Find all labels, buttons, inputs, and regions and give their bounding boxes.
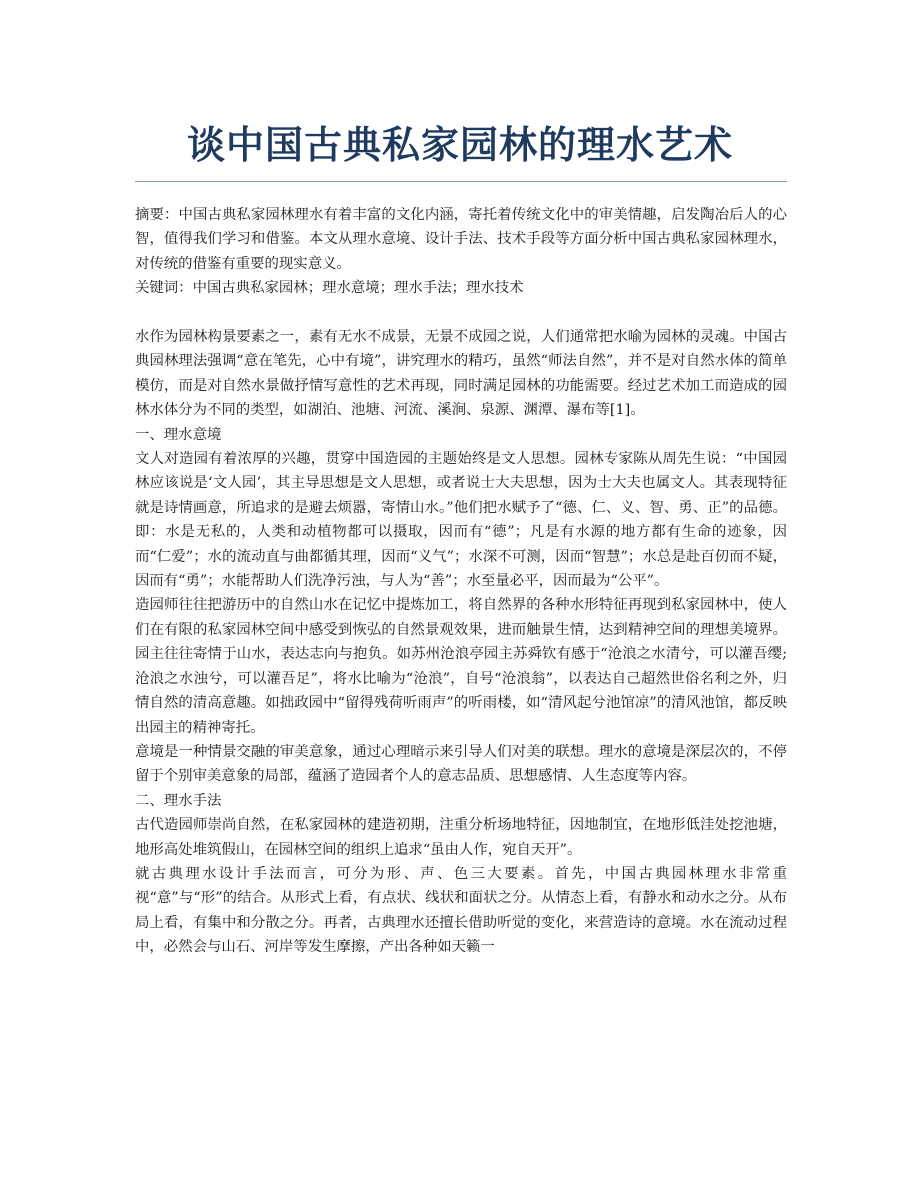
section2-paragraph-2: 就古典理水设计手法而言，可分为形、声、色三大要素。首先，中国古典园林理水非常重视“意”与“形”的结合。从形式上看，有点状、线状和面状之分。从情态上看，有静水和动水之分。从布局上看，有集中和分散之分。再者，古典理水还擅长借助听觉的变化，来营造诗的意境。水在流动过程中，必然会与山石、河岸等发生摩擦，产出各种如天籁一 xyxy=(135,865,787,956)
section1-paragraph-3: 意境是一种情景交融的审美意象，通过心理暗示来引导人们对美的联想。理水的意境是深层次的，不停留于个别审美意象的局部，蕴涵了造园者个人的意志品质、思想感情、人生态度等内容。 xyxy=(135,743,787,785)
section-heading-1: 一、理水意境 xyxy=(135,426,222,443)
keywords-paragraph: 关键词：中国古典私家园林；理水意境；理水手法；理水技术 xyxy=(135,280,524,297)
page-title: 谈中国古典私家园林的理水艺术 xyxy=(186,123,733,167)
section1-paragraph-1: 文人对造园有着浓厚的兴趣，贯穿中国造园的主题始终是文人思想。园林专家陈从周先生说：“中国园林应该说是‘文人园’，其主导思想是文人思想，或者说士大夫思想，因为士大夫也属文人。其表现特征就是诗情画意，所追求的是避去烦嚣，寄情山水。”他们把水赋予了“德、仁、义、智、勇、正”的品德。即：水是无私的，人类和动植物都可以摄取，因而有“德”；凡是有水源的地方都有生命的迹象，因而“仁爱”；水的流动直与曲都循其理，因而“义气”；水深不可测，因而“智慧”；水总是赴百仞而不疑，因而有“勇”；水能帮助人们洗净污浊，与人为“善”；水至量必平，因而最为“公平”。 xyxy=(135,451,787,590)
section-heading-2: 二、理水手法 xyxy=(135,792,222,809)
section1-paragraph-2: 造园师往往把游历中的自然山水在记忆中提炼加工，将自然界的各种水形特征再现到私家园林中，使人们在有限的私家园林空间中感受到恢弘的自然景观效果，进而触景生情，达到精神空间的理想美境界。园主往往寄情于山水，表达志向与抱负。如苏州沧浪亭园主苏舜钦有感于“沧浪之水清兮，可以灌吾缨;沧浪之水浊兮，可以灌吾足”，将水比喻为“沧浪”，自号“沧浪翁”，以表达自己超然世俗名利之外，归情自然的清高意趣。如拙政园中“留得残荷听雨声”的听雨楼，如“清风起兮池馆凉”的清风池馆，都反映出园主的精神寄托。 xyxy=(135,597,787,736)
section2-paragraph-1: 古代造园师崇尚自然，在私家园林的建造初期，注重分析场地特征，因地制宜，在地形低洼处挖池塘，地形高处堆筑假山，在园林空间的组织上追求“虽由人作，宛自天开”。 xyxy=(135,817,787,858)
intro-paragraph: 水作为园林构景要素之一，素有无水不成景，无景不成园之说，人们通常把水喻为园林的灵魂。中国古典园林理法强调“意在笔先，心中有境”，讲究理水的精巧，虽然“师法自然”，并不是对自然水体的简单模仿，而是对自然水景做抒情写意性的艺术再现，同时满足园林的功能需要。经过艺术加工而造成的园林水体分为不同的类型，如湖泊、池塘、河流、溪涧、泉源、渊潭、瀑布等[1]。 xyxy=(135,329,787,419)
document-body xyxy=(135,203,787,960)
title-divider xyxy=(135,181,787,182)
abstract-paragraph: 摘要：中国古典私家园林理水有着丰富的文化内涵，寄托着传统文化中的审美情趣，启发陶冶后人的心智，值得我们学习和借鉴。本文从理水意境、设计手法、技术手段等方面分析中国古典私家园林理水，对传统的借鉴有重要的现实意义。 xyxy=(135,207,787,272)
